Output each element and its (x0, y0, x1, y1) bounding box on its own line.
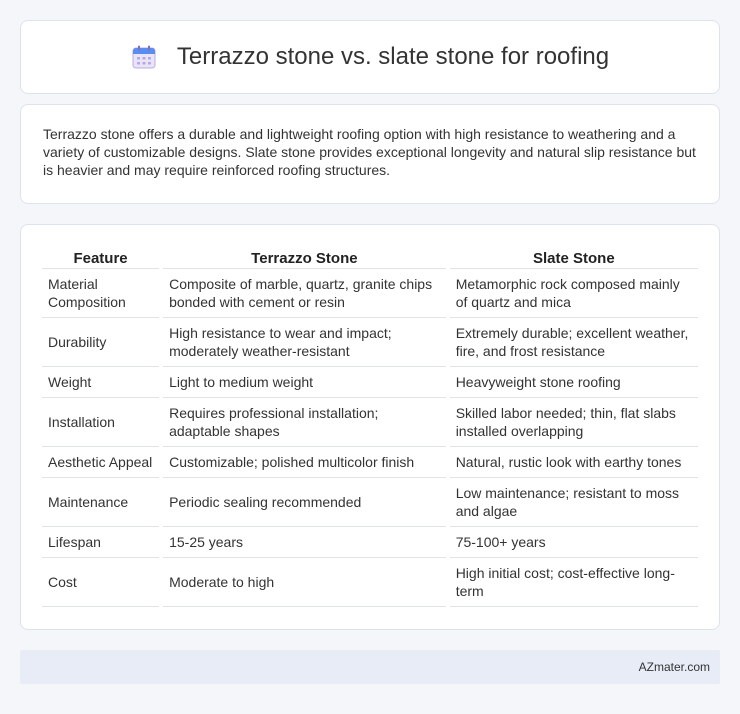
comparison-table (38, 245, 702, 607)
table-row (42, 478, 698, 527)
feature-cell: Lifespan (42, 527, 159, 558)
table-row (42, 447, 698, 478)
terrazzo-cell: Composite of marble, quartz, granite chips bonded with cement or resin (163, 269, 446, 318)
feature-cell: Weight (42, 367, 159, 398)
table-row (42, 318, 698, 367)
terrazzo-cell: Moderate to high (163, 558, 446, 607)
table-row (42, 269, 698, 318)
terrazzo-cell: 15-25 years (163, 527, 446, 558)
calendar-icon (131, 44, 157, 70)
slate-cell: Skilled labor needed; thin, flat slabs installed overlapping (450, 398, 698, 447)
page-title: Terrazzo stone vs. slate stone for roofing (176, 43, 610, 70)
terrazzo-cell: Requires professional installation; adaptable shapes (163, 398, 446, 447)
column-header-terrazzo: Terrazzo Stone (163, 245, 446, 269)
terrazzo-cell: Light to medium weight (163, 367, 446, 398)
table-row (42, 398, 698, 447)
title-card (20, 20, 720, 94)
terrazzo-cell: Customizable; polished multicolor finish (163, 447, 446, 478)
terrazzo-cell: High resistance to wear and impact; moderately weather-resistant (163, 318, 446, 367)
summary-card (20, 104, 720, 204)
table-row (42, 367, 698, 398)
feature-cell: Maintenance (42, 478, 159, 527)
footer-brand: AZmater.com (638, 660, 710, 674)
column-header-feature: Feature (42, 245, 159, 269)
terrazzo-cell: Periodic sealing recommended (163, 478, 446, 527)
feature-cell: Installation (42, 398, 159, 447)
slate-cell: Heavyweight stone roofing (450, 367, 698, 398)
feature-cell: Material Composition (42, 269, 159, 318)
table-header-row (42, 245, 698, 269)
footer-bar (20, 650, 720, 684)
slate-cell: Extremely durable; excellent weather, fire, and frost resistance (450, 318, 698, 367)
column-header-slate: Slate Stone (450, 245, 698, 269)
title-wrap (131, 43, 609, 71)
feature-cell: Durability (42, 318, 159, 367)
table-row (42, 527, 698, 558)
table-row (42, 558, 698, 607)
comparison-card (20, 224, 720, 630)
feature-cell: Aesthetic Appeal (42, 447, 159, 478)
slate-cell: Natural, rustic look with earthy tones (450, 447, 698, 478)
slate-cell: 75-100+ years (450, 527, 698, 558)
summary-text: Terrazzo stone offers a durable and lightweight roofing option with high resistance to weathering and a variety of customizable designs. Slate stone provides exceptional longevity and natural slip resistance but is heavier and may require reinforced roofing structures. (43, 126, 696, 178)
feature-cell: Cost (42, 558, 159, 607)
slate-cell: Metamorphic rock composed mainly of quartz and mica (450, 269, 698, 318)
slate-cell: Low maintenance; resistant to moss and algae (450, 478, 698, 527)
slate-cell: High initial cost; cost-effective long-term (450, 558, 698, 607)
